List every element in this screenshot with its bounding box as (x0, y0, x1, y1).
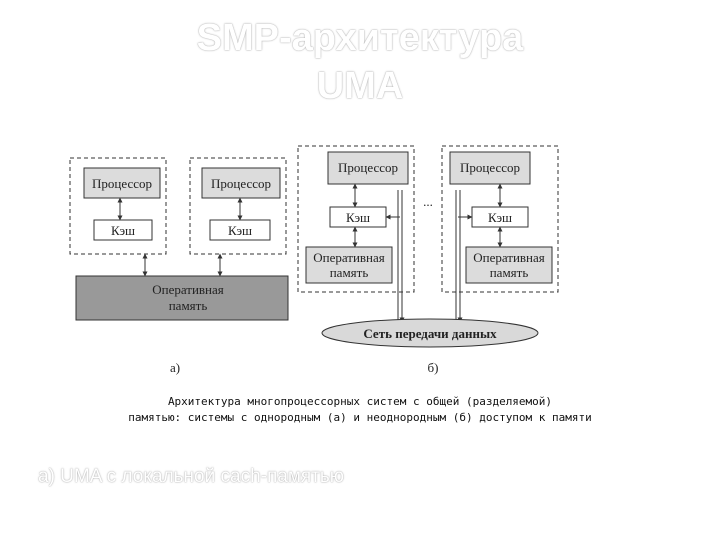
node-a1-processor-label: Процессор (92, 176, 152, 191)
node-a1-cache-label: Кэш (110, 223, 136, 238)
node-b2-processor-label: Процессор (460, 160, 520, 175)
node-b1-processor-label: Процессор (338, 160, 398, 175)
diagram-a-label: а) (169, 360, 181, 375)
node-b1-local-memory-line1: Оперативная (313, 250, 385, 265)
node-b1-cache-label: Кэш (345, 210, 371, 225)
node-b2-local-memory-line2: память (489, 265, 529, 280)
node-a2-processor-label: Процессор (211, 176, 271, 191)
shared-memory-label-line2: память (168, 298, 208, 313)
slide-title-line2: UMA (316, 65, 404, 107)
ellipsis-label: ... (423, 194, 433, 209)
shared-memory-label-line1: Оперативная (152, 282, 224, 297)
figure-caption-line1: Архитектура многопроцессорных систем с общей (разделяемой) (167, 395, 553, 408)
slide-title-line1: SMP-архитектура (196, 17, 524, 59)
node-a2-cache-label: Кэш (227, 223, 253, 238)
diagram-b-label: б) (427, 360, 439, 375)
node-b2-cache-label: Кэш (487, 210, 513, 225)
node-b1-local-memory-line2: память (329, 265, 369, 280)
data-network-label: Сеть передачи данных (363, 326, 497, 341)
figure-caption-line2: памятью: системы с однородным (а) и неоднородным (б) доступом к памяти (128, 411, 592, 424)
slide-subtitle: а) UMA с локальной cach-памятью (38, 466, 345, 487)
node-b2-local-memory-line1: Оперативная (473, 250, 545, 265)
